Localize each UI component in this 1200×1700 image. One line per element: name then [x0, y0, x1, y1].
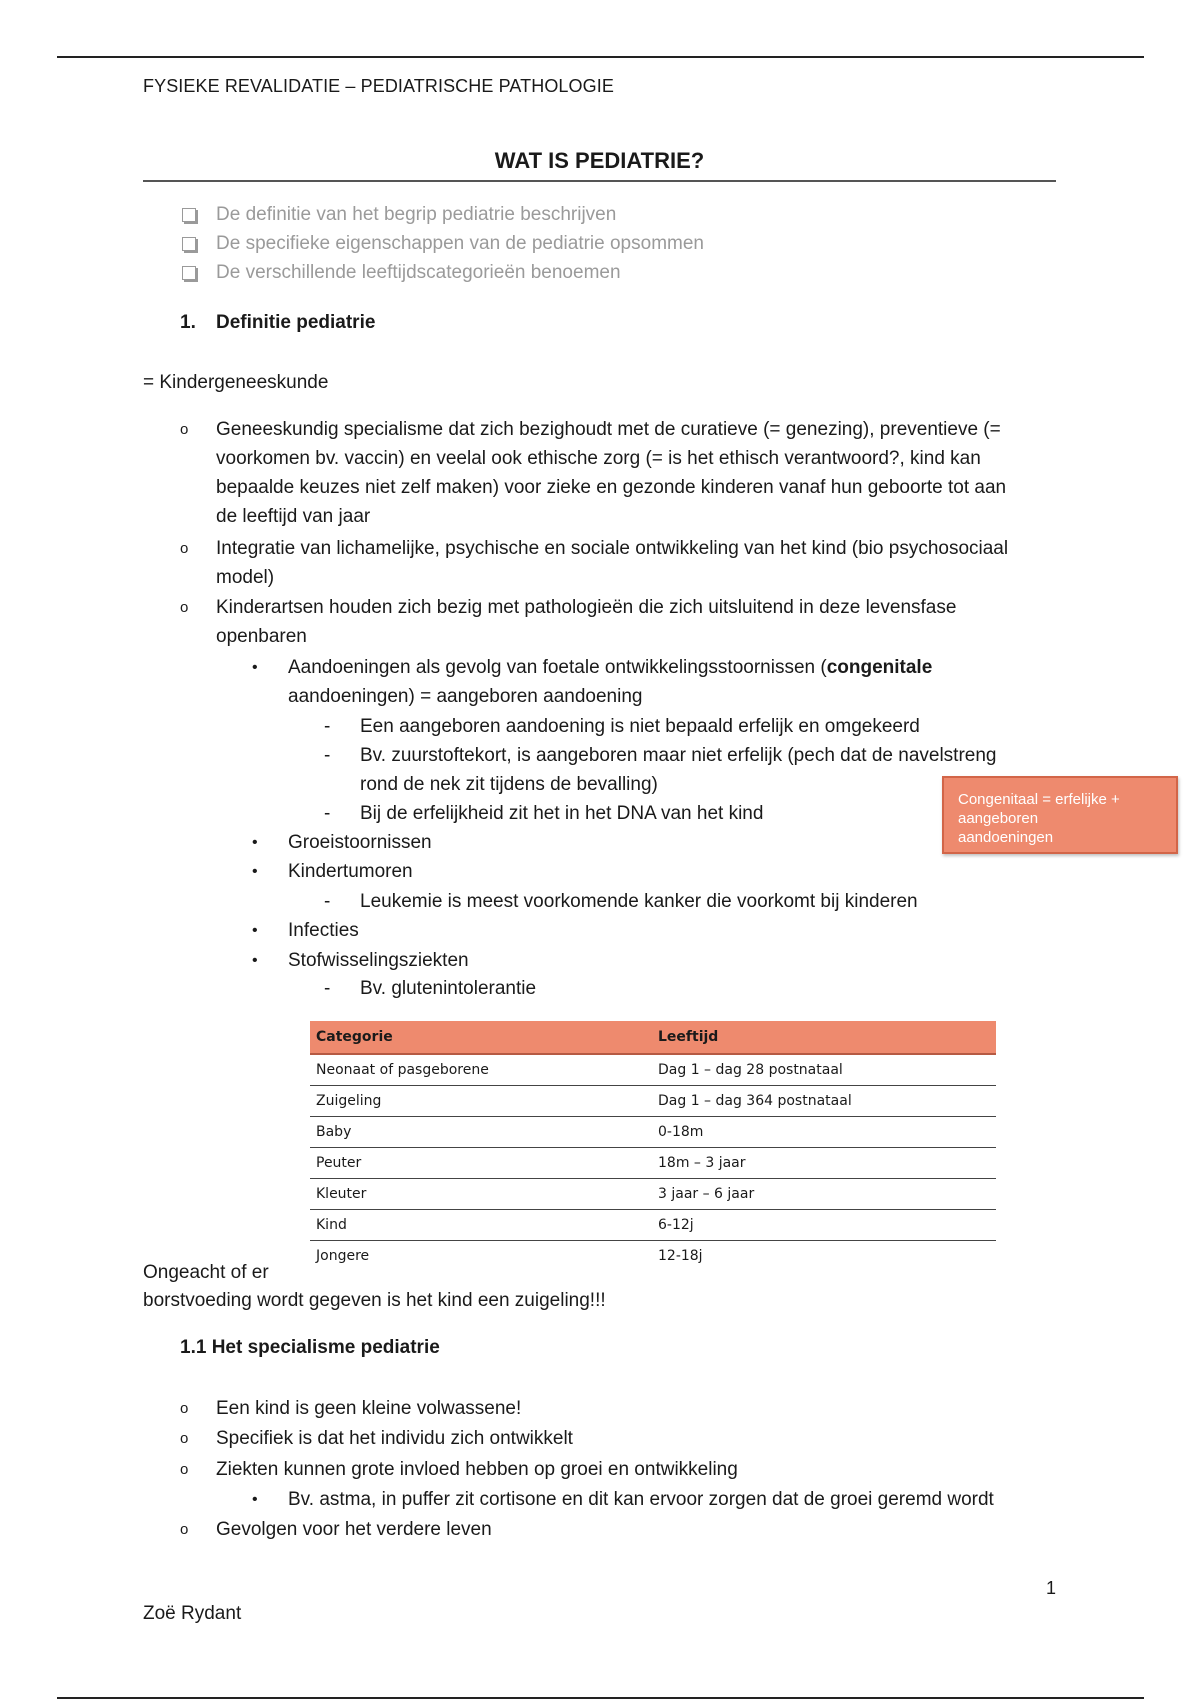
table-row	[310, 1179, 996, 1210]
list-item: o Kinderartsen houden zich bezig met pathologieën die zich uitsluitend in deze levensfase openbaren	[180, 593, 1065, 651]
circle-bullet-icon: o	[180, 1521, 189, 1538]
table-cell: Baby	[310, 1117, 652, 1148]
circle-bullet-icon: o	[180, 1461, 189, 1478]
bottom-rule	[57, 1697, 1144, 1699]
page-title: WAT IS PEDIATRIE?	[494, 148, 705, 173]
page-number: 1	[1046, 1578, 1057, 1598]
list-item: - Leukemie is meest voorkomende kanker die voorkomt bij kinderen	[324, 887, 1064, 916]
table-cell: 0-18m	[652, 1117, 996, 1148]
table-cell: Jongere	[316, 1248, 370, 1264]
bullet-icon: •	[252, 863, 258, 880]
list-item: • Infecties	[252, 916, 1052, 945]
list-item: • Stofwisselingsziekten	[252, 946, 1052, 975]
list-item: o Gevolgen voor het verdere leven	[180, 1515, 1065, 1544]
table-row	[310, 1210, 996, 1241]
table-header-row	[310, 1021, 996, 1054]
table-cell: Neonaat of pasgeborene	[310, 1054, 652, 1086]
dash-bullet-icon: -	[324, 803, 331, 824]
list-item: • Groeistoornissen	[252, 828, 1052, 857]
table-cell: 18m – 3 jaar	[652, 1148, 996, 1179]
column-header: Categorie	[310, 1021, 652, 1054]
table-cell: 12-18j	[658, 1248, 703, 1264]
table-cell: Dag 1 – dag 364 postnataal	[652, 1086, 996, 1117]
margin-comment[interactable]: Congenitaal = erfelijke + aangeboren aandoeningen	[942, 776, 1178, 854]
column-header: Leeftijd	[652, 1021, 996, 1054]
bullet-icon: •	[252, 659, 258, 676]
section-heading-1-1: 1.1 Het specialisme pediatrie	[180, 1337, 440, 1358]
table-cell: Zuigeling	[310, 1086, 652, 1117]
dash-bullet-icon: -	[324, 716, 331, 737]
table-cell: Dag 1 – dag 28 postnataal	[652, 1054, 996, 1086]
dash-bullet-icon: -	[324, 745, 331, 766]
table-cell: Kind	[310, 1210, 652, 1241]
table-row	[310, 1054, 996, 1086]
objective-item[interactable]: De definitie van het begrip pediatrie beschrijven	[180, 200, 704, 229]
author-footer: Zoë Rydant	[143, 1603, 242, 1624]
list-item: • Kindertumoren	[252, 857, 1052, 886]
list-item: - Bv. zuurstoftekort, is aangeboren maar niet erfelijk (pech dat de navelstreng rond de nek zit tijdens de bevalling)	[324, 741, 1064, 799]
age-category-table	[310, 1021, 996, 1271]
list-item: o Ziekten kunnen grote invloed hebben op groei en ontwikkeling	[180, 1455, 1065, 1484]
bullet-icon: •	[252, 922, 258, 939]
circle-bullet-icon: o	[180, 599, 189, 616]
circle-bullet-icon: o	[180, 540, 189, 557]
note-text: borstvoeding wordt gegeven is het kind een zuigeling!!!	[143, 1290, 606, 1311]
objective-item[interactable]: De verschillende leeftijdscategorieën benoemen	[180, 258, 704, 287]
list-item: • Aandoeningen als gevolg van foetale ontwikkelingsstoornissen (congenitale aandoeningen) = aangeboren aandoening	[252, 653, 1052, 711]
top-rule	[57, 56, 1144, 58]
checkbox-icon[interactable]	[182, 237, 196, 251]
title-underline	[143, 180, 1056, 182]
bullet-icon: •	[252, 952, 258, 969]
checkbox-icon[interactable]	[182, 208, 196, 222]
section-heading-1: 1. Definitie pediatrie	[180, 312, 376, 333]
objective-item[interactable]: De specifieke eigenschappen van de pediatrie opsommen	[180, 229, 704, 258]
table-row	[310, 1086, 996, 1117]
circle-bullet-icon: o	[180, 421, 189, 438]
circle-bullet-icon: o	[180, 1400, 189, 1417]
table-row	[310, 1148, 996, 1179]
objectives-list	[180, 200, 704, 287]
list-item: • Bv. astma, in puffer zit cortisone en dit kan ervoor zorgen dat de groei geremd wordt	[252, 1485, 1102, 1514]
table-cell: 6-12j	[652, 1210, 996, 1241]
circle-bullet-icon: o	[180, 1430, 189, 1447]
dash-bullet-icon: -	[324, 978, 331, 999]
dash-bullet-icon: -	[324, 891, 331, 912]
note-text: Ongeacht of er	[143, 1262, 269, 1283]
list-item: o Integratie van lichamelijke, psychische en sociale ontwikkeling van het kind (bio psychosociaal model)	[180, 534, 1065, 592]
list-item: - Bv. glutenintolerantie	[324, 974, 1064, 1003]
definition-text: = Kindergeneeskunde	[143, 372, 329, 393]
bullet-icon: •	[252, 1491, 258, 1508]
table-cell: Kleuter	[310, 1179, 652, 1210]
table-row	[310, 1117, 996, 1148]
list-item: o Specifiek is dat het individu zich ontwikkelt	[180, 1424, 1065, 1453]
document-header: FYSIEKE REVALIDATIE – PEDIATRISCHE PATHOLOGIE	[143, 76, 614, 96]
list-item: o Geneeskundig specialisme dat zich bezighoudt met de curatieve (= genezing), preventieve (= voorkomen bv. vaccin) en veelal ook ethische zorg (= is het ethisch verantwoord?, kind kan bepaalde keuzes niet zelf maken) voor zieke en gezonde kinderen vanaf hun geboorte tot aan de leeftijd van jaar	[180, 415, 1065, 531]
table-row	[310, 1241, 996, 1272]
list-item: o Een kind is geen kleine volwassene!	[180, 1394, 1065, 1423]
list-item: - Bij de erfelijkheid zit het in het DNA van het kind	[324, 799, 924, 828]
table-cell: 3 jaar – 6 jaar	[652, 1179, 996, 1210]
list-item: - Een aangeboren aandoening is niet bepaald erfelijk en omgekeerd	[324, 712, 1064, 741]
table-cell: Peuter	[310, 1148, 652, 1179]
checkbox-icon[interactable]	[182, 266, 196, 280]
bullet-icon: •	[252, 834, 258, 851]
